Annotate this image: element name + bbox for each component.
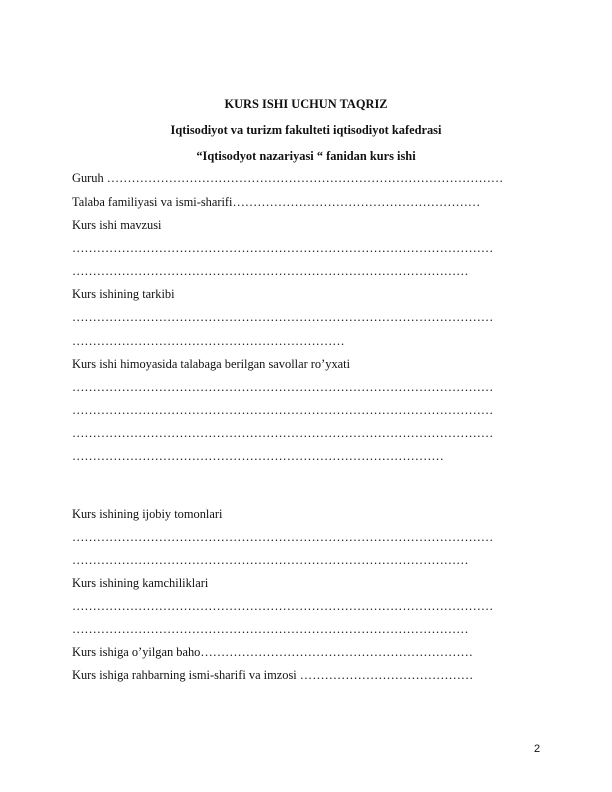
topic-dotted-line: …………………………………………………………………………………… [72,264,469,278]
group-line: Guruh …………………………………………………………………………………… [72,171,504,185]
grade-line: Kurs ishiga o’yilgan baho………………………………………………………… [72,645,473,659]
document-title: KURS ISHI UCHUN TAQRIZ [224,97,388,111]
shortcomings-dotted-line: ………………………………………………………………………………………… [72,599,494,613]
faculty-department-heading: Iqtisodiyot va turizm fakulteti iqtisodiyot kafedrasi [170,123,442,137]
topic-label: Kurs ishi mavzusi [72,218,162,232]
structure-dotted-line: ………………………………………………………… [72,334,345,348]
questions-dotted-line: ………………………………………………………………………………………… [72,380,494,394]
questions-dotted-line: ………………………………………………………………………………………… [72,403,494,417]
positive-aspects-label: Kurs ishining ijobiy tomonlari [72,507,223,521]
blank-line [72,469,546,489]
subject-heading: “Iqtisodyot nazariyasi “ fanidan kurs ishi [196,149,416,163]
page-number: 2 [534,743,541,755]
topic-dotted-line: ………………………………………………………………………………………… [72,241,494,255]
student-name-line: Talaba familiyasi va ismi-sharifi…………………………………………………… [72,195,481,209]
structure-dotted-line: ………………………………………………………………………………………… [72,310,494,324]
positive-aspects-dotted-line: ………………………………………………………………………………………… [72,530,494,544]
shortcomings-dotted-line: …………………………………………………………………………………… [72,622,469,636]
questions-dotted-line: ………………………………………………………………………………………… [72,426,494,440]
shortcomings-label: Kurs ishining kamchiliklari [72,576,209,590]
positive-aspects-dotted-line: …………………………………………………………………………………… [72,553,469,567]
questions-label: Kurs ishi himoyasida talabaga berilgan savollar ro’yxati [72,357,351,371]
structure-label: Kurs ishining tarkibi [72,287,175,301]
questions-dotted-line: ……………………………………………………………………………… [72,449,444,463]
supervisor-signature-line: Kurs ishiga rahbarning ismi-sharifi va imzosi …………………………………… [72,668,474,682]
